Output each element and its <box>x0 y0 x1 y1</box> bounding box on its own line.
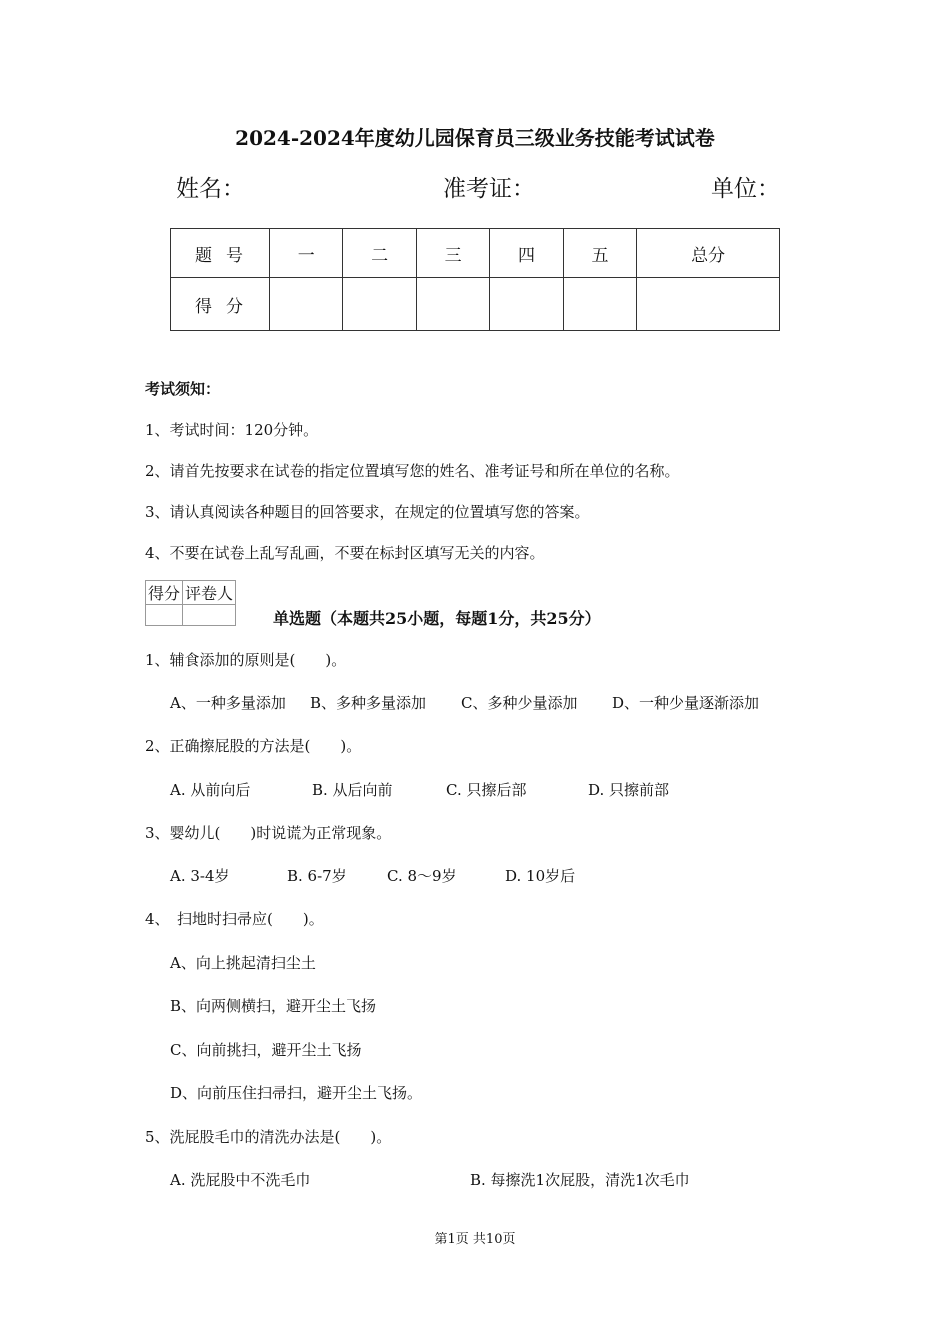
question-option: A、一种多量添加 <box>170 694 286 712</box>
score-cell-total[interactable] <box>637 278 780 331</box>
score-cell-2[interactable] <box>343 278 416 331</box>
score-cell-5[interactable] <box>563 278 636 331</box>
score-cell-3[interactable] <box>416 278 489 331</box>
question-option: C、多种少量添加 <box>461 694 578 712</box>
score-table-header-row <box>171 229 780 278</box>
score-col-4: 四 <box>490 229 563 278</box>
grader-score-label: 得分 <box>146 581 183 605</box>
grader-box <box>145 580 236 626</box>
question-option: D. 10岁后 <box>505 867 576 885</box>
score-table-row-header: 题号 <box>171 229 270 278</box>
question-option: D、向前压住扫帚扫，避开尘土飞扬。 <box>170 1084 423 1102</box>
question-option: A. 洗屁股中不洗毛巾 <box>170 1171 311 1189</box>
score-col-1: 一 <box>270 229 343 278</box>
question-option: B. 从后向前 <box>312 781 393 799</box>
grader-score-cell[interactable] <box>146 605 183 626</box>
notice-item: 1、考试时间：120分钟。 <box>145 421 319 439</box>
question-stem: 4、 扫地时扫帚应( )。 <box>145 910 324 928</box>
question-stem: 5、洗屁股毛巾的清洗办法是( )。 <box>145 1128 392 1146</box>
score-table <box>170 228 780 331</box>
name-label: 姓名： <box>176 176 245 202</box>
score-cell-4[interactable] <box>490 278 563 331</box>
question-option: D. 只擦前部 <box>588 781 670 799</box>
grader-name-cell[interactable] <box>183 605 236 626</box>
notice-title: 考试须知： <box>145 380 221 398</box>
grader-name-label: 评卷人 <box>183 581 236 605</box>
question-option: C. 只擦后部 <box>446 781 527 799</box>
score-col-3: 三 <box>416 229 489 278</box>
question-stem: 1、辅食添加的原则是( )。 <box>145 651 347 669</box>
section-title: 单选题（本题共25小题，每题1分，共25分） <box>273 609 601 628</box>
notice-item: 2、请首先按要求在试卷的指定位置填写您的姓名、准考证号和所在单位的名称。 <box>145 462 680 480</box>
question-option: A、向上挑起清扫尘土 <box>170 954 316 972</box>
question-option: C、向前挑扫，避开尘土飞扬 <box>170 1041 362 1059</box>
question-option: B、多种多量添加 <box>310 694 427 712</box>
question-stem: 2、正确擦屁股的方法是( )。 <box>145 737 362 755</box>
question-option: A. 从前向后 <box>170 781 251 799</box>
score-cell-1[interactable] <box>270 278 343 331</box>
question-option: C. 8～9岁 <box>387 867 457 885</box>
question-option: A. 3-4岁 <box>170 867 230 885</box>
unit-label: 单位： <box>711 176 780 202</box>
notice-item: 4、不要在试卷上乱写乱画，不要在标封区填写无关的内容。 <box>145 544 545 562</box>
score-table-row-header: 得分 <box>171 278 270 331</box>
score-table-score-row <box>171 278 780 331</box>
notice-item: 3、请认真阅读各种题目的回答要求，在规定的位置填写您的答案。 <box>145 503 590 521</box>
page-footer: 第1页 共10页 <box>434 1232 516 1247</box>
question-option: B. 6-7岁 <box>287 867 347 885</box>
question-option: D、一种少量逐渐添加 <box>612 694 760 712</box>
question-option: B、向两侧横扫，避开尘土飞扬 <box>170 997 377 1015</box>
question-option: B. 每擦洗1次屁股，清洗1次毛巾 <box>470 1171 690 1189</box>
score-col-2: 二 <box>343 229 416 278</box>
score-col-5: 五 <box>563 229 636 278</box>
page-title: 2024-2024年度幼儿园保育员三级业务技能考试试卷 <box>235 126 715 150</box>
score-col-total: 总分 <box>637 229 780 278</box>
question-stem: 3、婴幼儿( )时说谎为正常现象。 <box>145 824 392 842</box>
exam-id-label: 准考证： <box>443 176 535 202</box>
